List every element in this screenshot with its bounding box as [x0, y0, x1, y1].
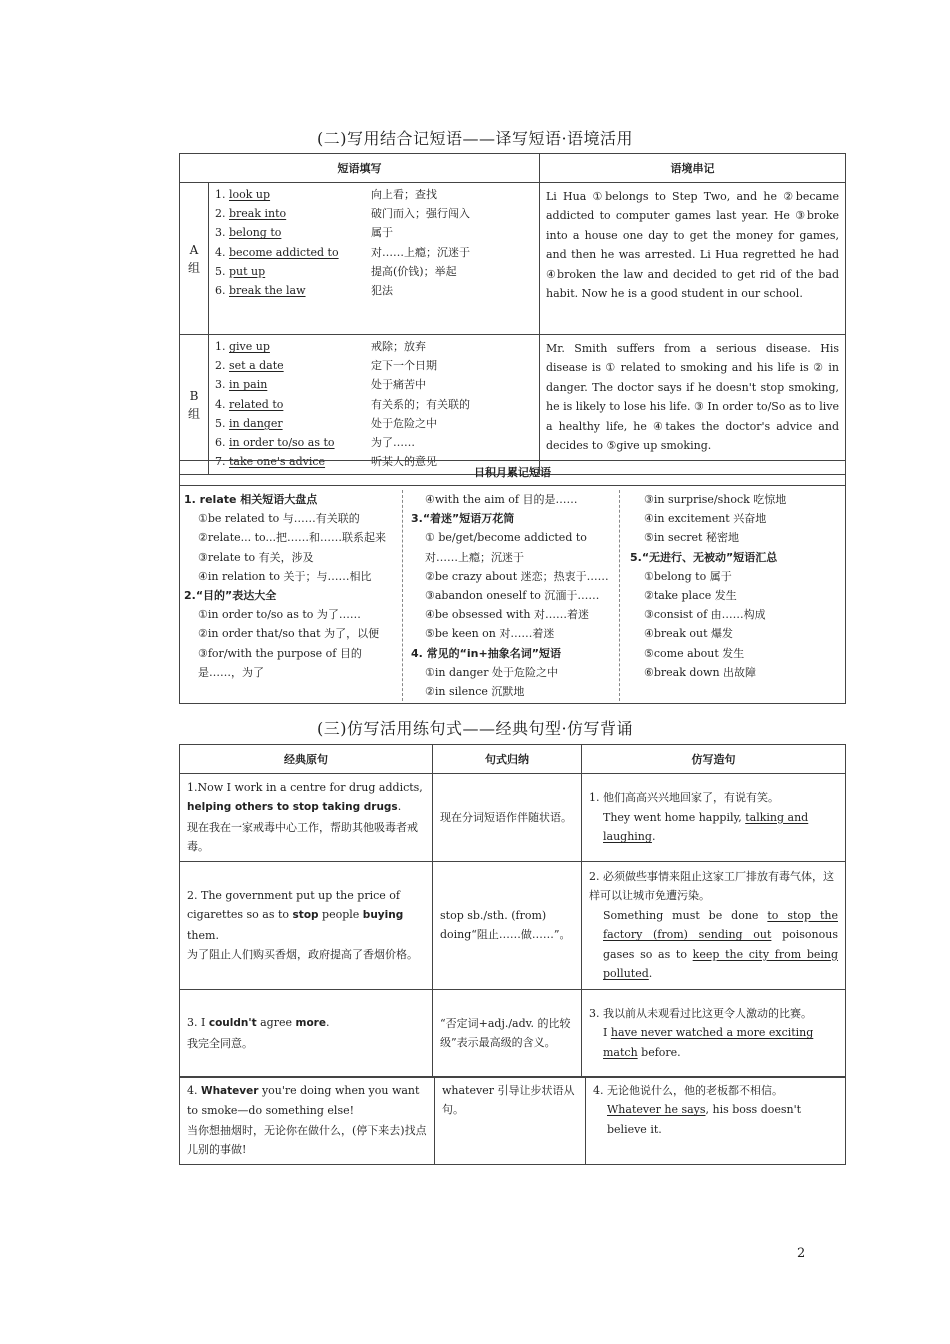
pattern-summary: “否定词+adj./adv. 的比较级”表示最高级的含义。 — [433, 989, 582, 1077]
sentence-table-continued — [179, 1076, 846, 1165]
phrase-item: ③in surprise/shock 吃惊地 — [644, 493, 787, 506]
phrase-item: ⑥break down 出故障 — [644, 665, 757, 679]
phrase-item: ①in danger 处于危险之中 — [425, 665, 558, 679]
pattern-summary: 现在分词短语作伴随状语。 — [433, 774, 582, 862]
phrase-item: ④be obsessed with 对……着迷 — [425, 608, 590, 622]
group-b-context: Mr. Smith suffers from a serious disease. His disease is ① related to smoking and his life is ② in danger. The doctor says if he doesn't stop smoking, he is likely to lose his life. ③ In order to/So as to live a healthy life, he ④takes the doctor's advice and decides to ⑤give up smoking. — [540, 335, 846, 475]
group-b-list — [209, 335, 540, 475]
context-header: 语境串记 — [540, 154, 846, 183]
group-a-context: Li Hua ①belongs to Step Two, and he ②became addicted to computer games last year. He ③broke into a house one day to get the money for games, and then he was arrested. Li Hua regretted he had ④broken the law and decided to get rid of the bad habit. Now he is a good student in our school. — [540, 183, 846, 335]
phrase-item: ②be crazy about 迷恋；热衷于…… — [425, 569, 609, 583]
phrase-item: ④break out 爆发 — [644, 627, 734, 641]
pattern-summary: stop sb./sth. (from) doing“阻止……做……”。 — [433, 861, 582, 989]
phrase-item: ⑤in secret 秘密地 — [644, 531, 739, 545]
header-original: 经典原句 — [180, 745, 433, 774]
list-item: 3. in pain 处于痛苦中 — [215, 378, 426, 392]
phrase-item: ②relate... to...把……和……联系起来 — [198, 531, 386, 545]
original-sentence: 3. I couldn't agree more. 我完全同意。 — [180, 989, 433, 1077]
group-b-label: B 组 — [180, 335, 209, 475]
phrase-column-2 — [403, 490, 620, 701]
phrase-item: ①in order to/so as to 为了…… — [198, 608, 361, 622]
phrase-item: ①belong to 属于 — [644, 569, 732, 583]
phrase-table — [179, 153, 846, 475]
phrase-item: ⑤come about 发生 — [644, 646, 745, 660]
phrase-item: ① be/get/become addicted to 对……上瘾；沉迷于 — [425, 531, 587, 564]
group-a-list — [209, 183, 540, 335]
list-item: 6. break the law 犯法 — [215, 283, 393, 297]
phrase-column-1 — [184, 490, 403, 701]
header-imitation: 仿写造句 — [582, 745, 846, 774]
table-row — [180, 989, 846, 1077]
group-a-label: A 组 — [180, 183, 209, 335]
phrase-item: ②in order that/so that 为了，以便 — [198, 627, 380, 641]
phrase-item: ②take place 发生 — [644, 589, 737, 603]
section2-title: (二)写用结合记短语——译写短语·语境活用 — [316, 129, 634, 148]
list-item: 3. belong to 属于 — [215, 226, 393, 240]
phrase-item: ③for/with the purpose of 目的是……，为了 — [198, 646, 362, 679]
list-item: 1. give up 戒除；放弃 — [215, 340, 426, 353]
phrase-fill-header: 短语填写 — [180, 154, 540, 183]
sentence-table — [179, 744, 846, 1078]
imitation-sentence: 2. 必须做些事情来阻止这家工厂排放有毒气体，这样可以让城市免遭污染。 Something must be done to stop the factory (from) sending out poisonous gases so as to keep the city from being polluted. — [582, 861, 846, 989]
page-number: 2 — [797, 1246, 806, 1261]
imitation-sentence: 1. 他们高高兴兴地回家了，有说有笑。 They went home happily, talking and laughing. — [582, 774, 846, 862]
list-item: 5. in danger 处于危险之中 — [215, 416, 437, 430]
imitation-sentence: 3. 我以前从未观看过比这更令人激动的比赛。 I have never watched a more exciting match before. — [582, 989, 846, 1077]
phrase-group-heading: 5.“无进行、无被动”短语汇总 — [630, 550, 778, 564]
phrase-item: ④with the aim of 目的是…… — [425, 493, 578, 506]
table-row — [180, 774, 846, 862]
list-item: 2. set a date 定下一个日期 — [215, 359, 437, 373]
phrase-column-3 — [620, 490, 830, 701]
original-sentence: 2. The government put up the price of cigarettes so as to stop people buying them. 为了阻止人们购买香烟，政府提高了香烟价格。 — [180, 861, 433, 989]
list-item: 7. take one's advice 听某人的意见 — [215, 455, 437, 469]
list-item: 5. put up 提高(价钱)；举起 — [215, 264, 457, 278]
table-row — [180, 861, 846, 989]
phrase-item: ③consist of 由……构成 — [644, 608, 766, 622]
table-row — [180, 1077, 846, 1165]
phrase-group-heading: 4. 常见的“in+抽象名词”短语 — [411, 646, 561, 660]
header-pattern: 句式归纳 — [433, 745, 582, 774]
original-sentence: 4. Whatever you're doing when you want to smoke—do something else! 当你想抽烟时，无论你在做什么，(停下来去)找点儿别的事做! — [180, 1077, 435, 1165]
phrase-group-heading: 1. relate 相关短语大盘点 — [184, 493, 318, 506]
list-item: 1. look up 向上看；查找 — [215, 188, 437, 201]
phrase-item: ⑤be keen on 对……着迷 — [425, 627, 555, 641]
original-sentence: 1.Now I work in a centre for drug addicts, helping others to stop taking drugs. 现在我在一家戒毒中心工作，帮助其他吸毒者戒毒。 — [180, 774, 433, 862]
phrase-item: ④in excitement 兴奋地 — [644, 512, 767, 526]
phrase-group-heading: 3.“着迷”短语万花筒 — [411, 512, 515, 526]
imitation-sentence: 4. 无论他说什么，他的老板都不相信。 Whatever he says, his boss doesn't believe it. — [586, 1077, 846, 1165]
phrase-item: ③abandon oneself to 沉湎于…… — [425, 589, 600, 603]
phrase-item: ④in relation to 关于；与……相比 — [198, 569, 372, 583]
accumulate-phrases-box — [179, 460, 846, 704]
phrase-item: ②in silence 沉默地 — [425, 685, 525, 699]
list-item: 4. become addicted to 对……上瘾；沉迷于 — [215, 245, 470, 259]
list-item: 4. related to 有关系的；有关联的 — [215, 397, 470, 411]
box-title: 日积月累记短语 — [180, 461, 845, 486]
list-item: 6. in order to/so as to 为了…… — [215, 435, 415, 449]
phrase-item: ①be related to 与……有关联的 — [198, 512, 360, 526]
list-item: 2. break into 破门而入；强行闯入 — [215, 207, 470, 221]
phrase-group-heading: 2.“目的”表达大全 — [184, 589, 277, 603]
pattern-summary: whatever 引导让步状语从句。 — [435, 1077, 586, 1165]
phrase-item: ③relate to 有关，涉及 — [198, 550, 314, 564]
section3-title: (三)仿写活用练句式——经典句型·仿写背诵 — [316, 719, 634, 738]
